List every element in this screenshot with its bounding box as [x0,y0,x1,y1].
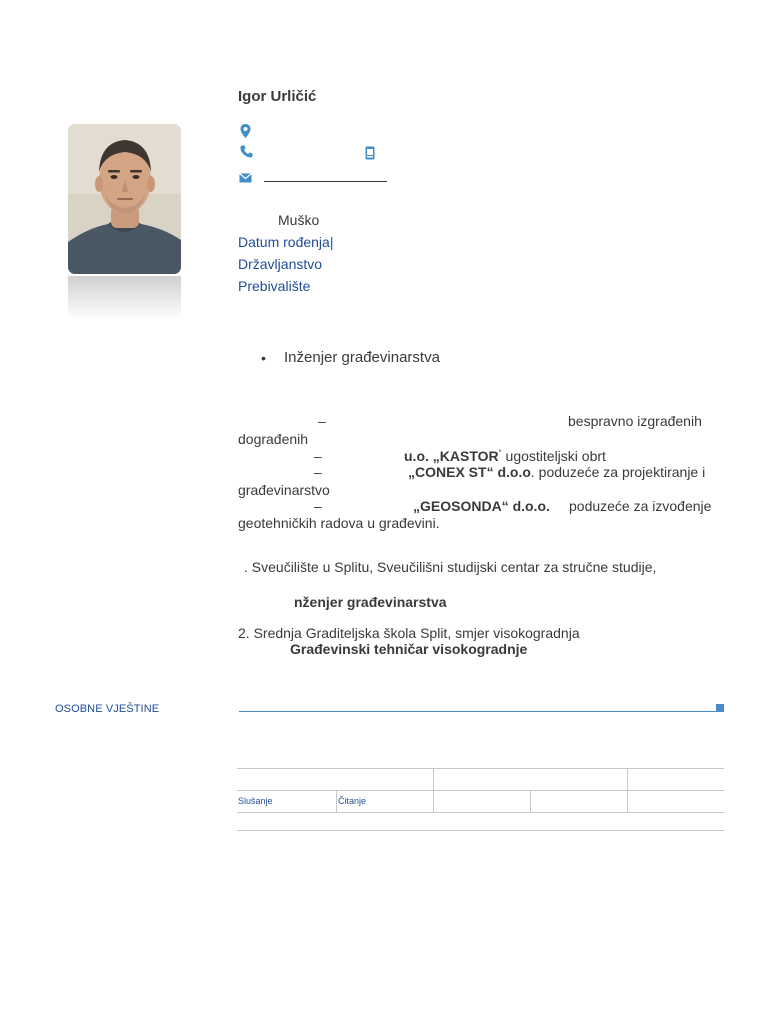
table-bottom-border [237,830,724,831]
section-marker-icon [716,704,724,712]
experience-item1-text: bespravno izgrađenih [568,413,702,429]
table-row-border [237,812,724,813]
bullet-icon: • [261,350,266,366]
experience-item4-company: „GEOSONDA“ d.o.o. [413,498,550,514]
experience-dash-2: – [314,448,322,464]
experience-item1-cont: dograđenih [238,431,309,447]
envelope-icon [239,170,252,188]
education-item2-degree: Građevinski tehničar visokogradnje [290,641,528,657]
gender-value: Muško [278,212,320,228]
table-header-border [237,790,724,791]
experience-item4-cont: geotehničkih radova u građevini. [238,515,440,531]
table-header-listening: Slušanje [238,796,273,806]
phone-icon [240,145,253,163]
education-item2: 2. Srednja Graditeljska škola Split, smjer visokogradnja [238,625,580,641]
education-item1: . Sveučilište u Splitu, Sveučilišni studijski centar za stručne studije, [244,559,657,575]
experience-dash-3: – [314,464,322,480]
table-col-divider [530,790,531,812]
experience-item2-company: u.o. „KASTOR [404,448,499,464]
experience-dash-4: – [314,498,322,514]
map-pin-icon [240,124,251,143]
section-divider [239,711,717,712]
email-underline [264,181,387,182]
occupation-title: Inženjer građevinarstva [284,349,440,366]
experience-item2-desc: ugostiteljski obrt [505,448,606,464]
residence-label: Prebivalište [238,278,311,294]
table-top-border [237,768,724,769]
table-col-divider [433,768,434,812]
education-item1-degree: nženjer građevinarstva [294,594,447,610]
profile-photo [68,124,181,274]
section-title-personal-skills: OSOBNE VJEŠTINE [55,703,160,715]
experience-item3-company: „CONEX ST“ d.o.o [408,464,531,480]
mobile-phone-icon [365,146,375,165]
birth-date-label: Datum rođenja| [238,234,334,250]
experience-dash-1: – [318,413,326,429]
experience-item3-desc: . poduzeće za projektiranje i [530,464,706,480]
experience-item2-quote: “ [498,448,502,458]
table-header-reading: Čitanje [338,796,367,806]
profile-photo-image [68,124,181,274]
citizenship-label: Državljanstvo [238,256,323,272]
experience-item4-desc: poduzeće za izvođenje [569,498,712,514]
experience-item3 [408,464,705,480]
experience-item2 [404,448,606,464]
person-name: Igor Urličić [238,88,317,105]
table-col-divider [336,790,337,812]
table-col-divider [627,768,628,812]
photo-reflection [68,276,181,320]
experience-item3-cont: građevinarstvo [238,482,330,498]
